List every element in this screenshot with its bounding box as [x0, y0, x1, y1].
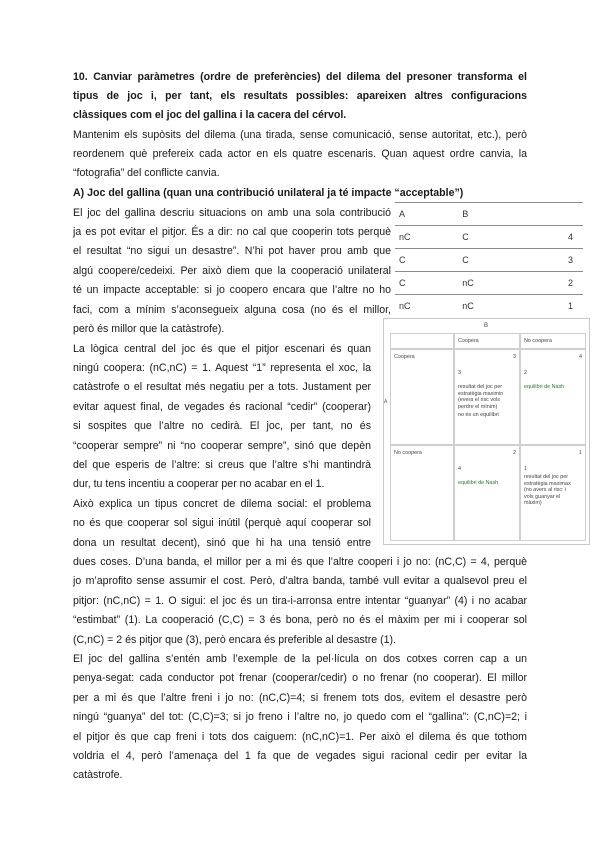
cell-note: estratègia maximax [524, 480, 571, 487]
p4-line: catàstrofe. [73, 769, 123, 781]
table-row [395, 249, 583, 272]
payoff-a: 4 [458, 466, 461, 472]
p1-line: El joc del gallina descriu situacions on amb una sola contribució [73, 207, 391, 219]
table-row [395, 226, 583, 249]
nash-equilibrium-label: equilibri de Nash [458, 480, 499, 486]
p3-line: (C,nC) = 2 és pitjor que (3), però encara és preferible al desastre (1). [73, 634, 396, 646]
table-cell: 2 [521, 272, 583, 295]
p1-line: el resultat “no sigui un desastre”. N’hi pot haver prou amb que [73, 245, 391, 257]
p2-line: ningú coopera: (nC,nC) = 1. Aquest “1” representa el xoc, la [73, 362, 371, 374]
preference-table [395, 202, 583, 317]
matrix-corner [390, 333, 454, 349]
payoff-a: 3 [458, 370, 461, 376]
table-cell: 4 [521, 226, 583, 249]
p2-line: del que esperis de l’altre: si creus que l’altre s’hi mantindrà [73, 459, 371, 471]
table-cell: C [395, 272, 458, 295]
payoff-b: 2 [513, 450, 516, 456]
intro-line-2: reordenem què prefereix cada actor en els quatre escenaris. Quan aquest ordre canvia, la [73, 148, 527, 160]
matrix-row-header-label: Coopera [394, 354, 415, 360]
matrix-cell-nc-c [454, 445, 520, 541]
p2-line: La lògica central del joc és que el pitjor escenari és quan [73, 343, 371, 355]
table-cell: 1 [521, 295, 583, 318]
p3-line: Això explica un tipus concret de dilema social: el problema [73, 498, 371, 510]
table-cell: 3 [521, 249, 583, 272]
matrix-cell-cc [454, 349, 520, 445]
table-header-cell [521, 203, 583, 226]
cell-note: (no avers al risc: i [524, 487, 567, 494]
matrix-cell-c-nc [520, 349, 586, 445]
p2-line: dur, tu tens incentiu a cooperar per no acabar en el 1. [73, 478, 325, 490]
table-cell: C [458, 226, 521, 249]
matrix-col-header-label: No coopera [524, 338, 552, 344]
matrix-row-header [390, 349, 454, 445]
p3-line: “estimbat” (1). La cooperació (C,C) = 3 és bona, però no és el màxim per mi i cooperar sol [73, 614, 527, 626]
table-cell: C [395, 249, 458, 272]
matrix-row-header [390, 445, 454, 541]
matrix-row-header-label: No coopera [394, 450, 422, 456]
p4-line: el pitjor és que cap freni i tots dos caiguem: (nC,nC)=1. Per això el dilema és que tothom [73, 731, 527, 743]
table-cell: C [458, 249, 521, 272]
cell-note: resultat del joc per [524, 474, 569, 480]
p4-line: ningú “guanya” del tot: (C,C)=3; si jo freno i l’altre no, jo quedo com el “gallina”: (C,nC)=2; i [73, 711, 527, 723]
matrix-grid [390, 333, 586, 541]
nash-equilibrium-label: equilibri de Nash [524, 384, 565, 390]
p1-line: ja es pot evitar el pitjor. És a dir: no cal que cooperin tots perquè [73, 226, 391, 238]
p1-line: té un impacte acceptable: si jo coopero encara que l’altre no ho [73, 284, 391, 296]
heading-line-2: tipus de joc i, per tant, els resultats possibles: apareixen altres configuracions [73, 90, 527, 102]
cell-note: (evera el risc vols [458, 397, 500, 404]
p4-line: El joc del gallina s’entén amb l’exemple de la pel·lícula on dos cotxes corren cap a un [73, 653, 527, 665]
heading-line-1: 10. Canviar paràmetres (ordre de preferències) del dilema del presoner transforma el [73, 71, 527, 83]
intro-line-1: Mantenim els supòsits del dilema (una tirada, sense comunicació, sense autoritat, etc.), però [73, 129, 527, 141]
table-row [395, 295, 583, 318]
intro-line-3: “fotografia” del conflicte canvia. [73, 167, 220, 179]
table-row [395, 272, 583, 295]
table-cell: nC [395, 295, 458, 318]
section-a-title: A) Joc del gallina (quan una contribució unilateral ja té impacte “acceptable”) [73, 187, 464, 199]
p3-line: dona un resultat decent), sinó que hi ha una tensió entre [73, 537, 371, 549]
cell-note: resultat del joc per [458, 384, 503, 390]
matrix-top-label: B [484, 323, 489, 329]
table-cell: nC [458, 295, 521, 318]
p2-line: evitar aquest final, de vegades és racional “cedir” (cooperar) [73, 401, 371, 413]
payoff-b: 4 [579, 354, 582, 360]
p4-line: voldria el 4, però l’amenaça del 1 fa que de vegades sigui racional cedir per evitar la [73, 750, 527, 762]
matrix-col-header-label: Coopera [458, 338, 479, 344]
p3-line: pitjor: (nC,nC) = 1. O sigui: el joc és un tira-i-arronsa entre intentar “guanyar” (4) i no acabar [73, 595, 527, 607]
matrix-side-label: A [384, 399, 388, 405]
cell-note: màxim) [524, 500, 542, 507]
matrix-col-header [454, 333, 520, 349]
payoff-a: 1 [524, 466, 527, 472]
p3-line: no és que cooperar sol sigui inútil (perquè aquí cooperar sol [73, 517, 371, 529]
p3-line: dues coses. D’una banda, el millor per a mi és que l’altre cooperi i jo no: (nC,C) = 4, perquè [73, 556, 527, 568]
p2-line: “cooperar sempre” ni “no cooperar sempre”, sinó que depèn [73, 440, 371, 452]
cell-note: perdre el mínim) [458, 403, 498, 410]
cell-note: vols guanyar el [524, 493, 561, 500]
p1-line: faci, com a mínim s’aconsegueix alguna cosa (no és el millor, [73, 304, 391, 316]
table-header-cell: B [458, 203, 521, 226]
p4-line: per a mi és que l’altre freni i jo no: (nC,C)=4; si frenem tots dos, evitem el desastre però [73, 692, 527, 704]
table-cell: nC [395, 226, 458, 249]
payoff-matrix [383, 318, 590, 545]
p4-line: penya-segat: cada conductor pot frenar (cooperar/cedir) o no frenar (no cooperar). El millor [73, 672, 527, 684]
payoff-b: 3 [513, 354, 516, 360]
p2-line: catàstrofe o el resultat més negatiu per a tots. Justament per [73, 381, 371, 393]
table-header-cell: A [395, 203, 458, 226]
heading-line-3: clàssiques com el joc del gallina i la cacera del cérvol. [73, 109, 347, 121]
p1-line: algú coopere/cedeixi. Per això diem que la cooperació unilateral [73, 265, 391, 277]
payoff-b: 1 [579, 450, 582, 456]
cell-note: estratègia maximin [458, 390, 504, 397]
p2-line: si sospites que l’altre no cedirà. El joc, per tant, no és [73, 420, 371, 432]
p3-line: jo m’aprofito sense assumir el cost. Però, d’altra banda, també vull evitar a qualsevol preu el [73, 575, 527, 587]
table-header-row [395, 203, 583, 226]
cell-note: no és un equilibri [458, 412, 499, 418]
p1-line: però és millor que la catàstrofe). [73, 323, 225, 335]
table-cell: nC [458, 272, 521, 295]
matrix-col-header [520, 333, 586, 349]
matrix-cell-nc-nc [520, 445, 586, 541]
payoff-a: 2 [524, 370, 527, 376]
